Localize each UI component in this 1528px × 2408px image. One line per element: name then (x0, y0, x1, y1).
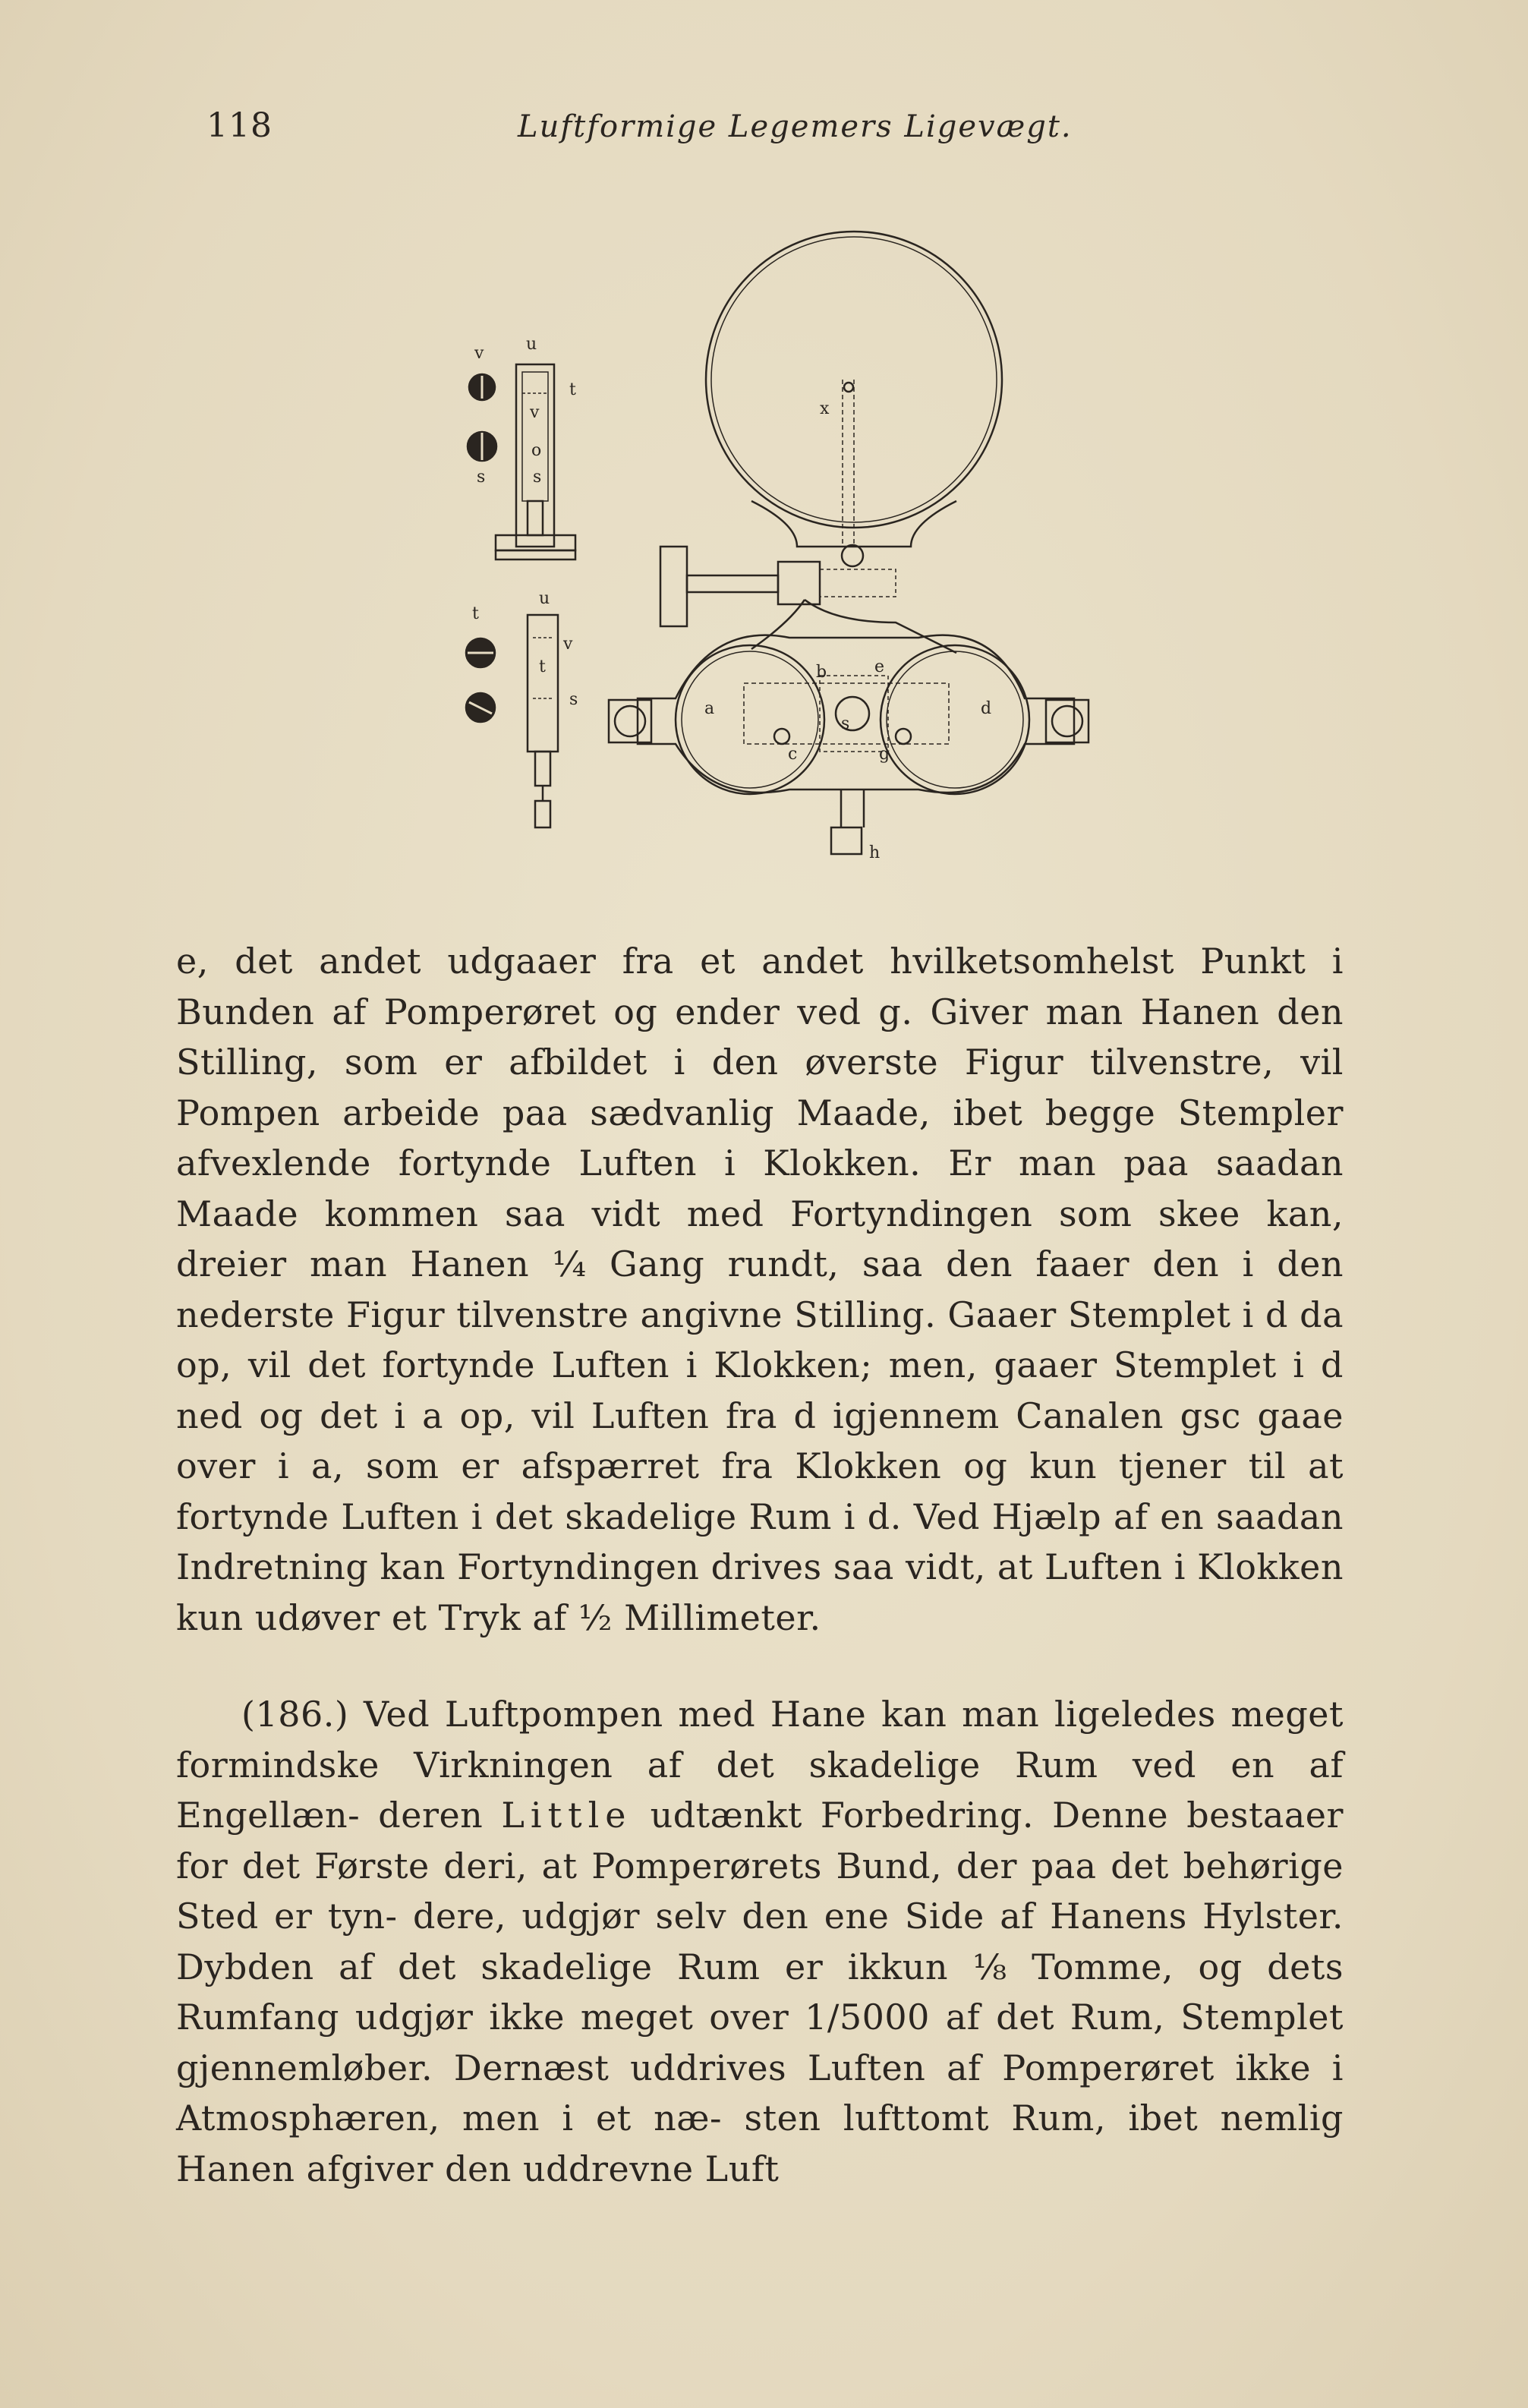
para2-line9: sten lufttomt Rum, ibet nemlig Hanen afgiver den uddrevne Luft (176, 2098, 1344, 2189)
para1-line2: af Pomperøret og ender ved g. Giver man Hanen den Stilling, (176, 991, 1344, 1083)
para2-line2: formindske Virkningen af det skadelige Rum ved en af Engellæn- (176, 1744, 1344, 1836)
para2-line3b: udtænkt Forbedring. Denne bestaaer for det Første (176, 1795, 1344, 1886)
stopcock-handle (660, 547, 687, 626)
pump-base (609, 635, 1089, 854)
paragraph-number: (186.) (241, 1694, 349, 1735)
para1-line13: drives saa vidt, at Luften i Klokken kun udøver et Tryk af ½ (176, 1546, 1344, 1638)
label-s3: s (569, 690, 578, 709)
label-t2: t (472, 604, 479, 623)
stopcock-plug (842, 545, 863, 566)
para2-line1: Ved Luftpompen med Hane kan man ligeledes meget (364, 1694, 1344, 1735)
label-t1: t (569, 380, 576, 399)
para2-text (176, 1689, 1344, 2194)
label-b: b (816, 663, 827, 682)
upper-stopcock-detail (468, 364, 575, 559)
para1-line4: paa sædvanlig Maade, ibet begge Stempler afvexlende fortynde (176, 1092, 1344, 1184)
para2-line6: skadelige Rum er ikkun ⅛ Tomme, og dets Rumfang udgjør ikke (176, 1946, 1344, 2038)
label-s2: s (477, 468, 486, 487)
label-v2: v (530, 403, 540, 422)
cylinder-d (881, 645, 1029, 794)
para1-line6: med Fortyndingen som skee kan, dreier man Hanen ¼ Gang (176, 1193, 1344, 1284)
label-v1: v (474, 344, 484, 363)
para1-line1: e, det andet udgaaer fra et andet hvilketsomhelst Punkt i Bunden (176, 941, 1344, 1032)
label-s4: s (841, 714, 850, 733)
label-c: c (788, 745, 798, 764)
label-s1: s (533, 468, 542, 487)
para1-line14: Millimeter. (624, 1596, 821, 1638)
para1-line5: Luften i Klokken. Er man paa saadan Maade kommen saa vidt (176, 1143, 1344, 1234)
para2-line7: meget over 1/5000 af det Rum, Stemplet gjennemløber. Dernæst (176, 1997, 1344, 2088)
para1-line10: fra d igjennem Canalen gsc gaae over i a, som er afspærret fra (176, 1395, 1344, 1486)
para1-line8: Stilling. Gaaer Stemplet i d da op, vil det fortynde Luften i (176, 1294, 1344, 1385)
label-u1: u (526, 335, 537, 354)
right-bolt-hole (1052, 706, 1082, 736)
label-o1: o (531, 441, 542, 460)
page-number: 118 (206, 106, 273, 145)
para2-line5: dere, udgjør selv den ene Side af Hanens Hylster. Dybden af det (176, 1896, 1344, 1987)
para1-line9: Klokken; men, gaaer Stemplet i d ned og det i a op, vil Luften (176, 1344, 1344, 1436)
para1-line7: rundt, saa den faaer den i den nederste Figur tilvenstre angivne (176, 1243, 1344, 1335)
name-little: Little (501, 1795, 632, 1836)
paragraph-186 (176, 1689, 1344, 2194)
para1-line3: som er afbildet i den øverste Figur tilvenstre, vil Pompen arbeide (176, 1042, 1344, 1133)
para2-line4: deri, at Pomperørets Bund, der paa det behørige Sted er tyn- (176, 1845, 1344, 1937)
para1-line12: i d. Ved Hjælp af en saadan Indretning kan Fortyndingen (176, 1496, 1344, 1587)
lower-stopcock-detail (466, 615, 558, 827)
cylinder-a (676, 645, 824, 794)
label-d: d (981, 699, 992, 718)
bell-jar (706, 232, 1002, 547)
paragraph-continuation (176, 936, 1344, 1643)
left-bolt-hole (615, 706, 645, 736)
air-pump-diagram (425, 228, 1108, 881)
para2-line8: uddrives Luften af Pomperøret ikke i Atmosphæren, men i et næ- (176, 2047, 1344, 2139)
valve-h (831, 827, 862, 854)
para2-line3a: deren (378, 1795, 484, 1836)
lower-valve-body (528, 615, 558, 752)
page-header (206, 106, 1345, 152)
label-e: e (874, 657, 885, 676)
para1-line11: Klokken og kun tjener til at fortynde Luften i det skadelige Rum (176, 1445, 1344, 1537)
label-a: a (704, 699, 715, 718)
running-title: Luftformige Legemers Ligevægt. (518, 109, 1073, 144)
label-v3: v (563, 635, 573, 654)
label-g: g (879, 745, 890, 764)
label-u2: u (539, 589, 550, 608)
label-h: h (869, 843, 881, 862)
para1-text (176, 936, 1344, 1643)
air-pump-figure (425, 228, 1108, 881)
label-t3: t (539, 657, 546, 676)
stopcock-housing (660, 501, 956, 653)
label-x1: x (820, 399, 830, 418)
